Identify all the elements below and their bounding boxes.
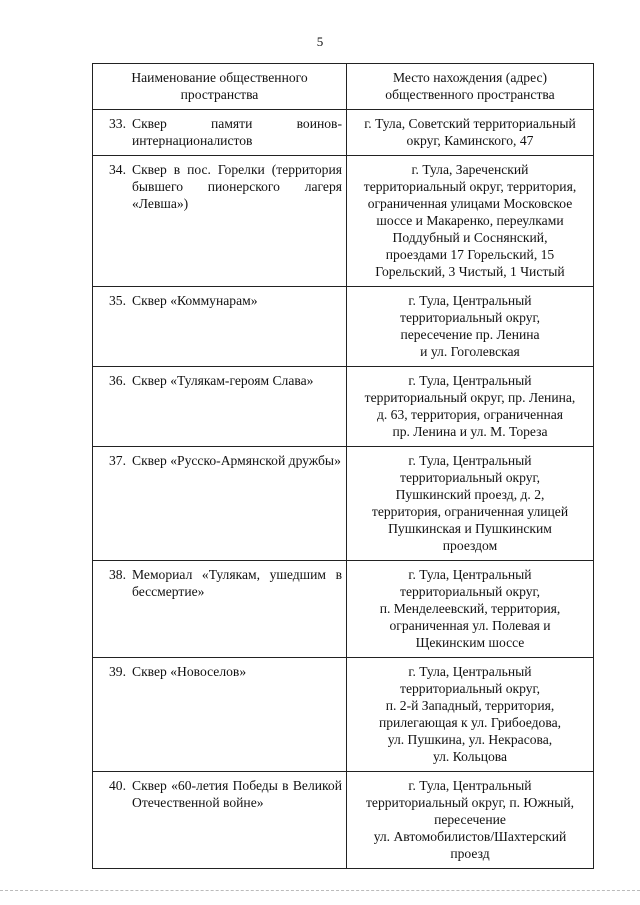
- address-line: г. Тула, Советский территориальный: [364, 116, 576, 131]
- address-line: пересечение: [434, 812, 506, 827]
- address-line: Горельский, 3 Чистый, 1 Чистый: [375, 264, 565, 279]
- space-name-wrap: [97, 566, 342, 600]
- address-line: Пушкинский проезд, д. 2,: [395, 487, 545, 502]
- address-line: г. Тула, Центральный: [408, 453, 532, 468]
- row-number: 37.: [109, 453, 126, 468]
- table-row: [93, 447, 594, 561]
- table-row: [93, 772, 594, 869]
- space-name-wrap: [97, 372, 342, 389]
- space-name-cell: [93, 772, 347, 869]
- address-line: д. 63, территория, ограниченная: [376, 407, 564, 422]
- address-line: г. Тула, Центральный: [408, 293, 532, 308]
- table-header: [93, 64, 594, 110]
- space-name: Сквер памяти воинов-интернационалистов: [132, 116, 342, 148]
- space-address-cell: [347, 447, 594, 561]
- space-name-wrap: [97, 161, 342, 212]
- page-number: 5: [316, 34, 324, 49]
- space-name-wrap: [97, 292, 342, 309]
- address-line: г. Тула, Центральный: [408, 567, 532, 582]
- address-line: Поддубный и Соснянский,: [392, 230, 548, 245]
- address-line: проездом: [442, 538, 498, 553]
- space-name-wrap: [97, 452, 342, 469]
- space-name-cell: [93, 287, 347, 367]
- address-line: округ, Каминского, 47: [406, 133, 534, 148]
- space-address-cell: [347, 658, 594, 772]
- address-line: Щекинским шоссе: [415, 635, 525, 650]
- address-line: территориальный округ,: [400, 470, 540, 485]
- space-name-cell: [93, 658, 347, 772]
- space-name-cell: [93, 110, 347, 156]
- row-number: 39.: [109, 664, 126, 679]
- address-line: ул. Пушкина, ул. Некрасова,: [387, 732, 553, 747]
- space-name-wrap: [97, 777, 342, 811]
- row-number: 40.: [109, 778, 126, 793]
- address-line: пересечение пр. Ленина: [400, 327, 540, 342]
- space-name: Мемориал «Тулякам, ушедшим в бессмертие»: [132, 567, 342, 599]
- table-row: [93, 110, 594, 156]
- table-row: [93, 287, 594, 367]
- column-header-name: Наименование общественного пространства: [93, 64, 347, 110]
- address-line: г. Тула, Центральный: [408, 778, 532, 793]
- address-line: п. Менделеевский, территория,: [379, 601, 561, 616]
- address-line: территориальный округ,: [400, 681, 540, 696]
- address-line: прилегающая к ул. Грибоедова,: [378, 715, 562, 730]
- space-name-wrap: [97, 115, 342, 149]
- page-footer-rule: [0, 890, 640, 893]
- address-line: территория, ограниченная улицей: [371, 504, 569, 519]
- address-line: г. Тула, Центральный: [408, 373, 532, 388]
- address-line: Пушкинская и Пушкинским: [388, 521, 552, 536]
- space-name-cell: [93, 156, 347, 287]
- address-line: проездами 17 Горельский, 15: [385, 247, 555, 262]
- address-line: территориальный округ,: [400, 584, 540, 599]
- table-row: [93, 658, 594, 772]
- space-name-cell: [93, 367, 347, 447]
- space-address-cell: [347, 287, 594, 367]
- column-header-address: Место нахождения (адрес) общественного пространства: [347, 64, 594, 110]
- address-line: и ул. Гоголевская: [420, 344, 520, 359]
- address-line: ул. Кольцова: [432, 749, 508, 764]
- space-address-cell: [347, 561, 594, 658]
- space-name-cell: [93, 561, 347, 658]
- row-number: 34.: [109, 162, 126, 177]
- address-line: территориальный округ, пр. Ленина,: [364, 390, 576, 405]
- space-name-cell: [93, 447, 347, 561]
- address-line: ограниченная ул. Полевая и: [389, 618, 551, 633]
- address-line: ул. Автомобилистов/Шахтерский: [373, 829, 567, 844]
- row-number: 35.: [109, 293, 126, 308]
- space-address-cell: [347, 367, 594, 447]
- address-line: пр. Ленина и ул. М. Тореза: [392, 424, 548, 439]
- table-row: [93, 156, 594, 287]
- address-line: шоссе и Макаренко, переулками: [376, 213, 564, 228]
- address-line: г. Тула, Зареченский: [411, 162, 529, 177]
- space-address-cell: [347, 156, 594, 287]
- table-row: [93, 367, 594, 447]
- table-header-row: [93, 64, 594, 110]
- address-line: г. Тула, Центральный: [408, 664, 532, 679]
- address-line: ограниченная улицами Московское: [367, 196, 573, 211]
- space-name: Сквер в пос. Горелки (территория бывшего пионерского лагеря «Левша»): [132, 162, 342, 211]
- address-line: территориальный округ,: [400, 310, 540, 325]
- space-name-wrap: [97, 663, 342, 680]
- address-line: проезд: [450, 846, 490, 861]
- space-name: Сквер «Новоселов»: [132, 664, 247, 679]
- space-name: Сквер «Тулякам-героям Слава»: [132, 373, 314, 388]
- address-line: п. 2-й Западный, территория,: [385, 698, 555, 713]
- table-row: [93, 561, 594, 658]
- row-number: 38.: [109, 567, 126, 582]
- space-name: Сквер «Коммунарам»: [132, 293, 258, 308]
- space-name: Сквер «Русско-Армянской дружбы»: [132, 453, 341, 468]
- row-number: 36.: [109, 373, 126, 388]
- space-address-cell: [347, 772, 594, 869]
- table-body: [93, 110, 594, 869]
- address-line: территориальный округ, территория,: [363, 179, 577, 194]
- address-line: территориальный округ, п. Южный,: [365, 795, 575, 810]
- row-number: 33.: [109, 116, 126, 131]
- public-spaces-table: [92, 63, 594, 869]
- space-address-cell: [347, 110, 594, 156]
- space-name: Сквер «60-летия Победы в Великой Отечественной войне»: [132, 778, 342, 810]
